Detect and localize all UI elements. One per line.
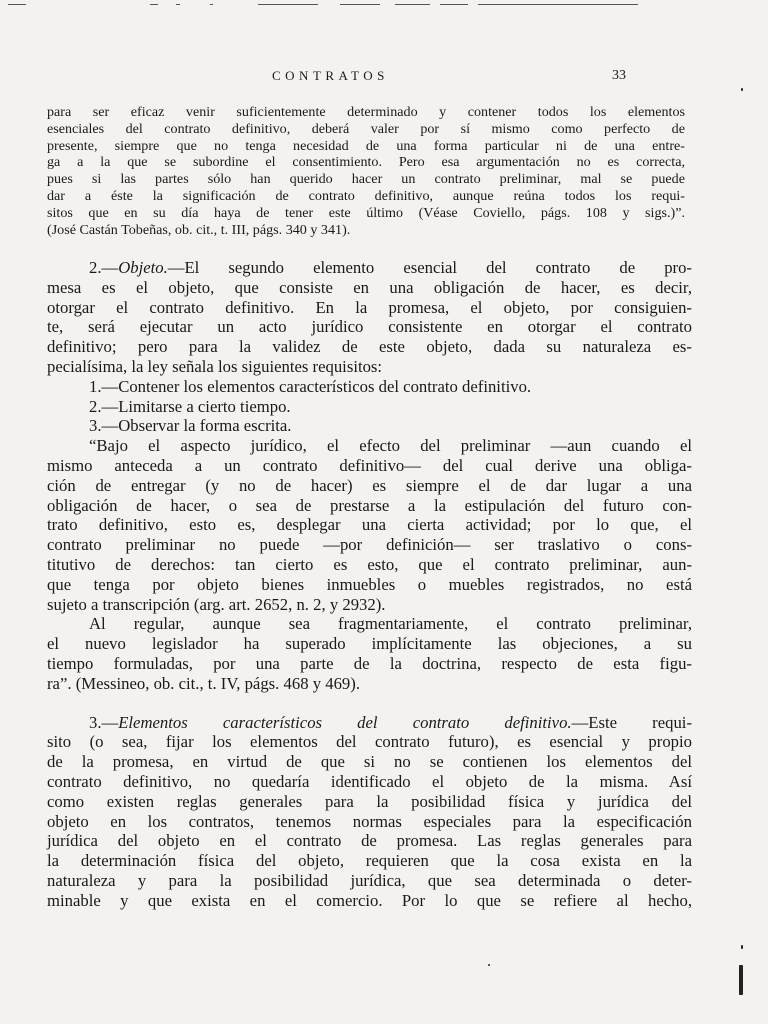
quote-line: ga a la que se subordine el consentimiento. Pero esa argumentación no es correcta,	[47, 154, 685, 171]
section-line: jurídica del objeto en el contrato de promesa. Las reglas generales para	[47, 831, 692, 851]
quote-paragraph-line: el nuevo legislador ha superado implícitamente las objeciones, a su	[47, 634, 692, 654]
section-line: de la promesa, en virtud de que si no se contienen los elementos del	[47, 752, 692, 772]
quote-paragraph-line: contrato preliminar no puede —por definición— ser traslativo o cons-	[47, 535, 692, 555]
quote-paragraph-line: tiempo formuladas, por una parte de la doctrina, respecto de esta figu-	[47, 653, 692, 673]
quote-line: dar a éste la significación de contrato definitivo, aunque reúna todos los requi-	[47, 187, 685, 204]
quote-paragraph-line: obligación de hacer, o sea de prestarse a la estipulación del futuro con-	[47, 495, 692, 515]
quote-paragraph-line: trato definitivo, esto es, desplegar una cierta actividad; por lo que, el	[47, 515, 692, 535]
scan-speck	[741, 88, 743, 91]
section-heading: Elementos característicos del contrato definitivo.	[118, 712, 572, 732]
quote-paragraph-line: mismo anteceda a un contrato definitivo— del cual derive una obliga-	[47, 455, 692, 475]
quote-paragraph-line: ción de entregar (y no de hacer) es siempre el de dar lugar a una	[47, 475, 692, 495]
section-line: definitivo; pero para la validez de este objeto, dada su naturaleza es-	[47, 337, 692, 357]
scan-speck	[741, 945, 743, 949]
page-number: 33	[612, 68, 626, 83]
section-line: la determinación física del objeto, requieren que la cosa exista en la	[47, 851, 692, 871]
section-line: te, será ejecutar un acto jurídico consistente en otorgar el contrato	[47, 317, 692, 337]
section-elementos-first-line	[47, 713, 692, 733]
quote-line: esenciales del contrato definitivo, deberá valer por sí mismo como perfecto de	[47, 120, 685, 137]
quote-line: para ser eficaz venir suficientemente determinado y contener todos los elementos	[47, 104, 685, 120]
quote-line: presente, siempre que no tenga necesidad de una forma particular ni de una entre-	[47, 137, 685, 154]
section-number: 2.—	[89, 258, 119, 277]
section-line: otorgar el contrato definitivo. En la promesa, el objeto, por consiguien-	[47, 297, 692, 317]
section-number: 3.—	[89, 712, 119, 732]
section-line: mesa es el objeto, que consiste en una obligación de hacer, es decir,	[47, 277, 692, 297]
quote-paragraph-line: ra”. (Messineo, ob. cit., t. IV, págs. 468 y 469).	[47, 673, 360, 693]
section-line: pecialísima, la ley señala los siguientes requisitos:	[47, 356, 383, 376]
quote-citation: (José Castán Tobeñas, ob. cit., t. III, págs. 340 y 341).	[47, 221, 351, 238]
quote-paragraph-line: que tenga por objeto bienes inmuebles o muebles registrados, no está	[47, 574, 692, 594]
running-title: CONTRATOS	[272, 68, 389, 83]
section-line: objeto en los contratos, tenemos normas especiales para la especificación	[47, 811, 692, 831]
scan-edge-artifacts	[0, 0, 768, 10]
scan-speck	[488, 964, 490, 966]
requisito-item: 1.—Contener los elementos característicos del contrato definitivo.	[89, 376, 532, 396]
section-line: —Este requi-	[571, 712, 692, 732]
quote-block	[47, 104, 685, 238]
quote-paragraph-line: sujeto a transcripción (arg. art. 2652, n. 2, y 2932).	[47, 594, 386, 614]
quote-paragraph-line: “Bajo el aspecto jurídico, el efecto del preliminar —aun cuando el	[89, 436, 692, 456]
requisito-item: 3.—Observar la forma escrita.	[89, 416, 292, 436]
quote-paragraph-line: Al regular, aunque sea fragmentariamente, el contrato preliminar,	[89, 614, 692, 634]
section-objeto-first-line	[47, 258, 692, 278]
section-line: —El segundo elemento esencial del contrato de pro-	[167, 258, 692, 277]
section-line: sito (o sea, fijar los elementos del contrato futuro), es esencial y propio	[47, 732, 692, 752]
section-line: naturaleza y para la posibilidad jurídica, que sea determinada o deter-	[47, 870, 692, 890]
quote-line: sitos que en su día haya de tener este último (Véase Coviello, págs. 108 y sigs.)”.	[47, 204, 685, 221]
requisito-item: 2.—Limitarse a cierto tiempo.	[89, 396, 291, 416]
section-line: minable y que exista en el comercio. Por lo que se refiere al hecho,	[47, 890, 692, 910]
running-head	[0, 68, 768, 88]
section-heading: Objeto.	[118, 258, 168, 277]
main-text	[47, 258, 692, 911]
quote-paragraph-line: titutivo de derechos: tan cierto es esto, que el contrato preliminar, aun-	[47, 554, 692, 574]
scan-speck	[739, 965, 743, 995]
section-line: como existen reglas generales para la posibilidad física y jurídica del	[47, 791, 692, 811]
paragraph-gap	[47, 694, 692, 713]
section-line: contrato definitivo, no quedaría identificado el objeto de la misma. Así	[47, 771, 692, 791]
quote-line: pues si las partes sólo han querido hacer un contrato preliminar, mal se puede	[47, 171, 685, 188]
